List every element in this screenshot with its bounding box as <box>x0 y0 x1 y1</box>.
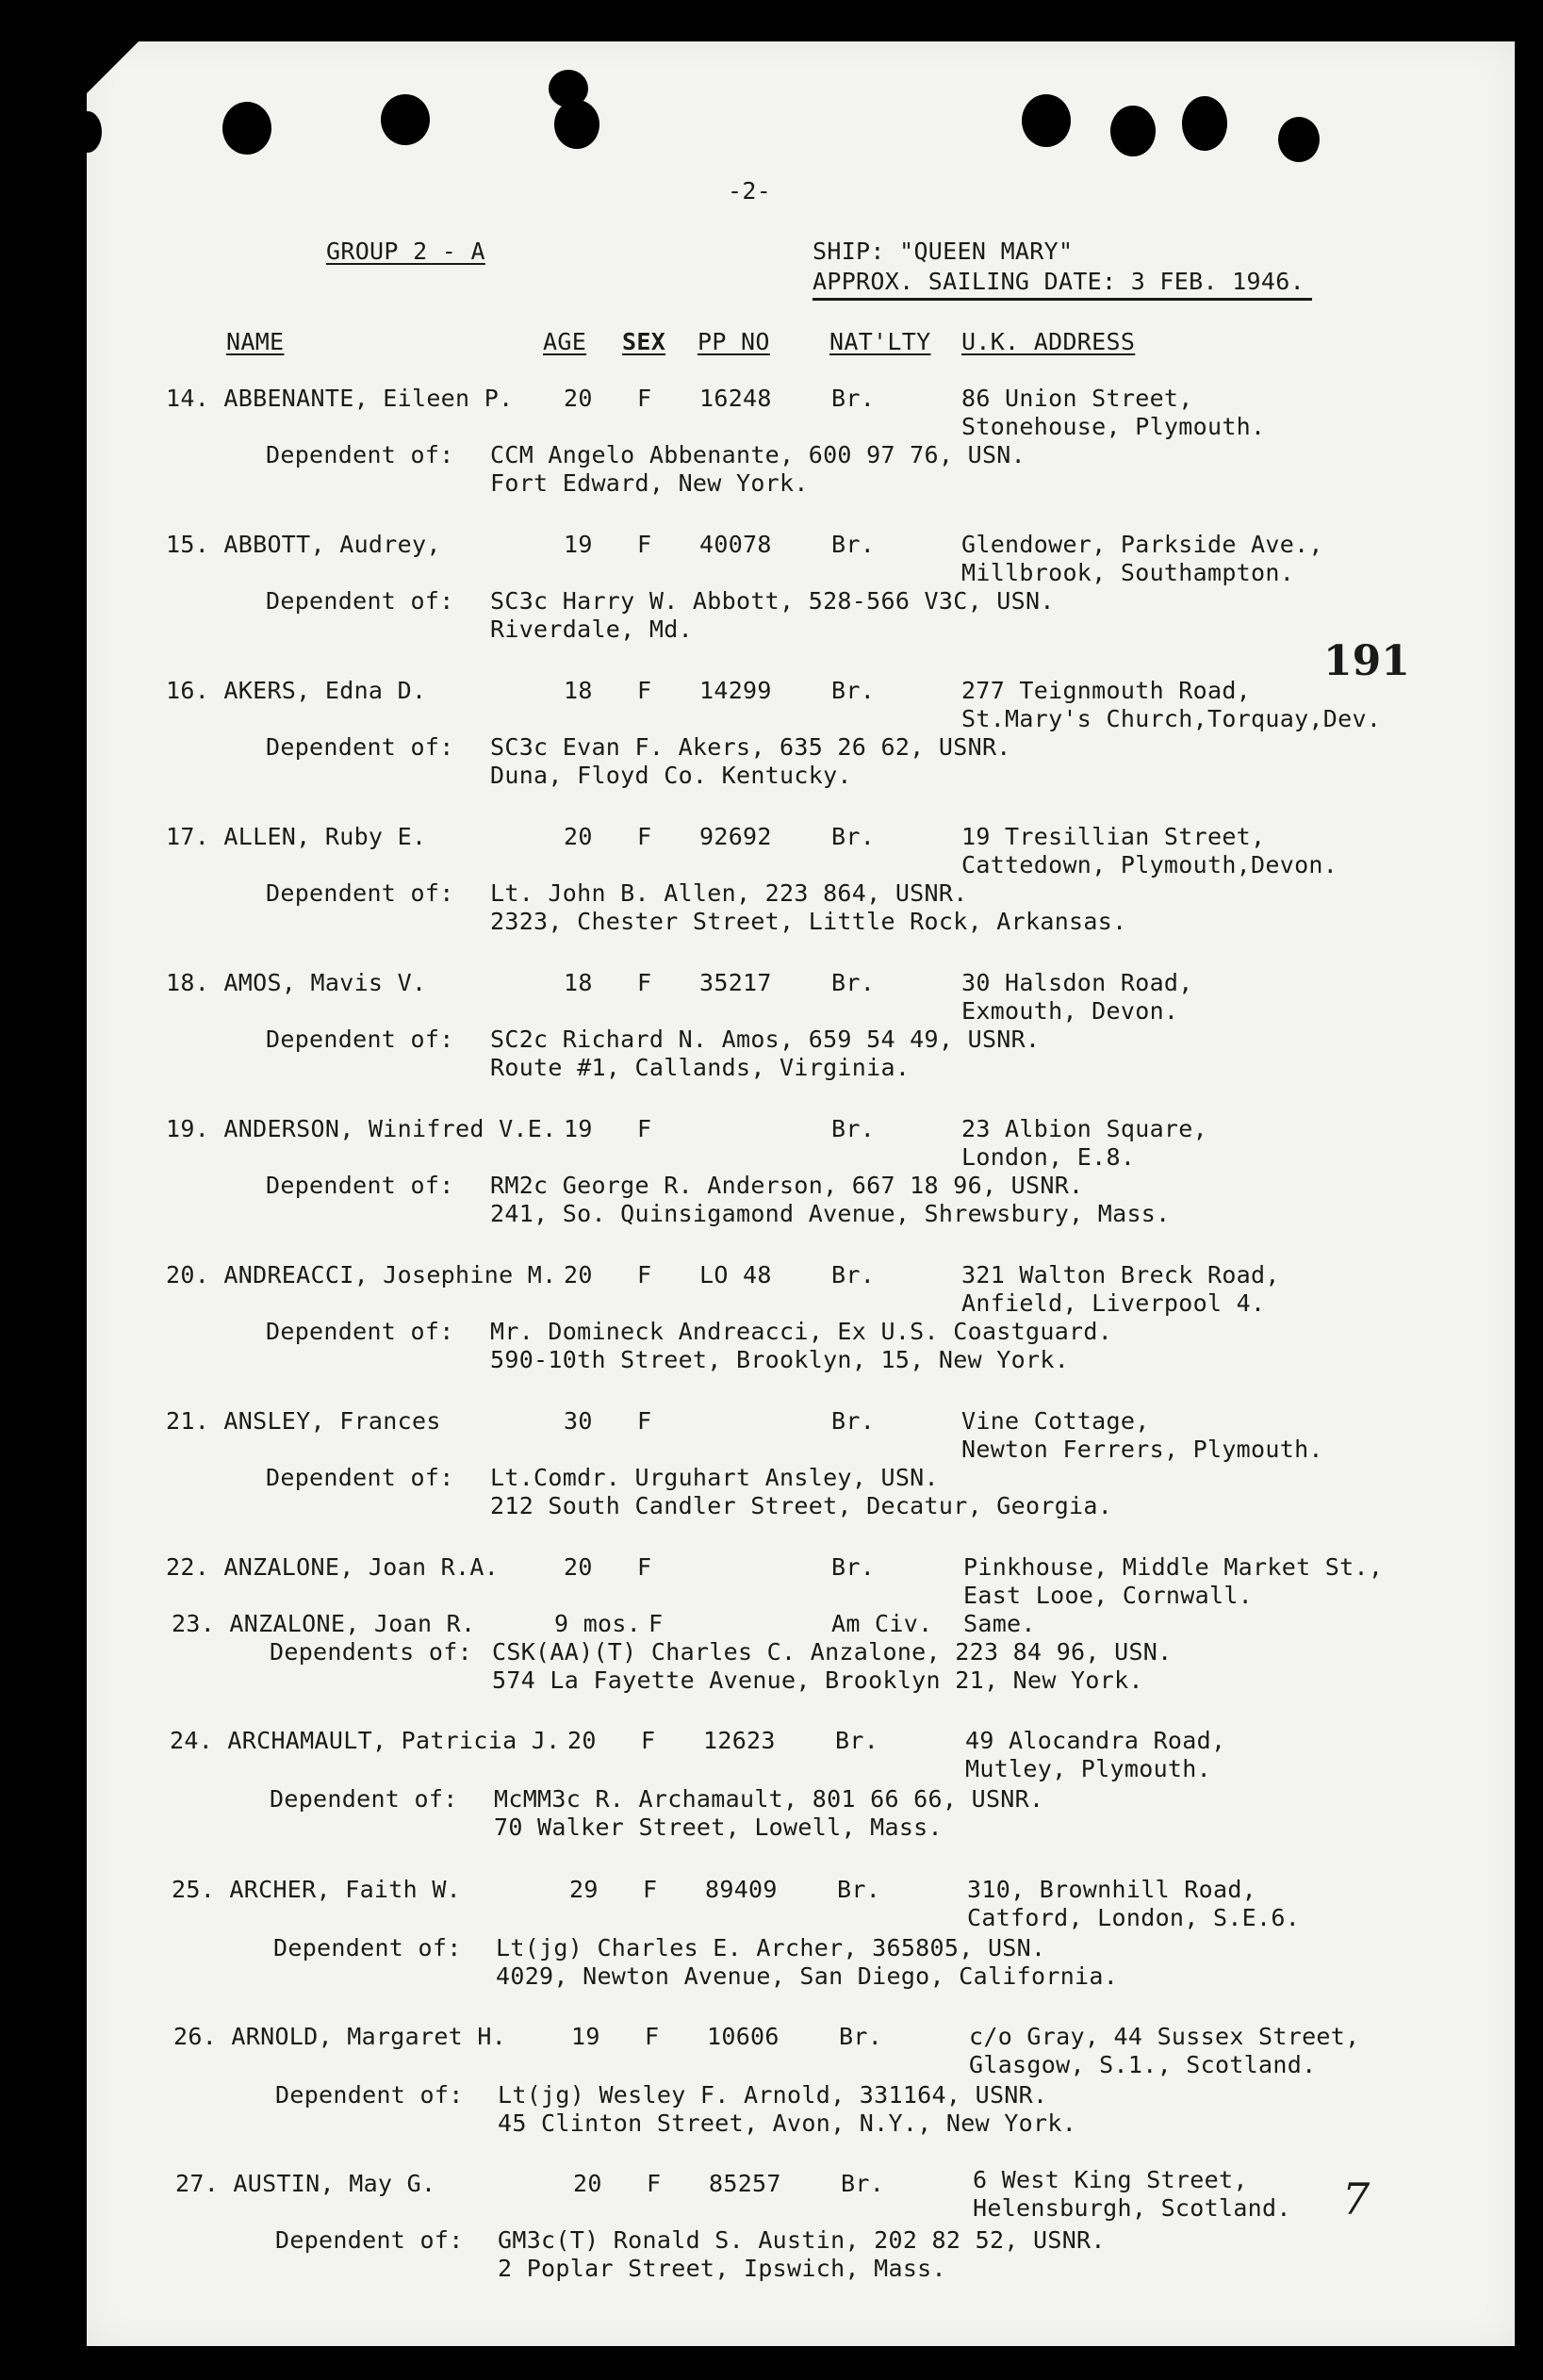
entry-dependent-2: Route #1, Callands, Virginia. <box>490 1054 911 1081</box>
entry-dependent-1: Lt.Comdr. Urguhart Ansley, USN. <box>490 1464 939 1491</box>
entry-dependent-label: Dependents of: <box>270 1638 472 1666</box>
entry-address-2: Catford, London, S.E.6. <box>967 1904 1301 1931</box>
entry-age: 9 mos. <box>554 1610 642 1637</box>
entry-age: 19 <box>564 531 593 558</box>
entry-name: 25. ARCHER, Faith W. <box>172 1876 462 1903</box>
entry-age: 19 <box>564 1115 593 1142</box>
entry-dependent-label: Dependent of: <box>266 1464 454 1491</box>
entry-dependent-1: SC2c Richard N. Amos, 659 54 49, USNR. <box>490 1026 1041 1053</box>
col-header-address: U.K. ADDRESS <box>961 328 1136 355</box>
entry-address-1: 23 Albion Square, <box>961 1115 1207 1142</box>
entry-address-2: Mutley, Plymouth. <box>965 1755 1211 1782</box>
entry-dependent-1: McMM3c R. Archamault, 801 66 66, USNR. <box>494 1785 1044 1813</box>
entry-address-2: Exmouth, Devon. <box>961 997 1179 1025</box>
entry-name: 26. ARNOLD, Margaret H. <box>173 2023 507 2050</box>
col-header-sex: SEX <box>622 328 666 355</box>
entry-sex: F <box>637 823 652 850</box>
col-header-nationality: NAT'LTY <box>829 328 931 355</box>
entry-address-2: Stonehouse, Plymouth. <box>961 413 1266 440</box>
entry-nationality: Br. <box>831 1115 876 1142</box>
entry-address-1: Same. <box>963 1610 1036 1637</box>
entry-nationality: Br. <box>831 969 876 996</box>
entry-sex: F <box>637 1553 652 1581</box>
entry-nationality: Br. <box>831 385 876 412</box>
entry-address-1: 49 Alocandra Road, <box>965 1727 1226 1754</box>
entry-age: 29 <box>569 1876 599 1903</box>
col-header-name: NAME <box>226 328 285 355</box>
entry-dependent-1: Lt. John B. Allen, 223 864, USNR. <box>490 879 968 907</box>
entry-dependent-1: CCM Angelo Abbenante, 600 97 76, USN. <box>490 441 1026 468</box>
entry-nationality: Br. <box>831 1553 876 1581</box>
entry-dependent-label: Dependent of: <box>266 1026 454 1053</box>
entry-dependent-label: Dependent of: <box>266 733 454 761</box>
entry-dependent-2: 70 Walker Street, Lowell, Mass. <box>494 1814 943 1841</box>
entry-address-1: 86 Union Street, <box>961 385 1193 412</box>
entry-dependent-1: Lt(jg) Charles E. Archer, 365805, USN. <box>496 1934 1046 1961</box>
punch-hole <box>222 102 271 155</box>
entry-dependent-2: 212 South Candler Street, Decatur, Georgia. <box>490 1492 1113 1519</box>
entry-sex: F <box>637 677 652 704</box>
entry-dependent-label: Dependent of: <box>266 879 454 907</box>
entry-dependent-2: 2 Poplar Street, Ipswich, Mass. <box>498 2255 946 2282</box>
entry-age: 20 <box>567 1727 597 1754</box>
sailing-date: APPROX. SAILING DATE: 3 FEB. 1946. <box>813 268 1305 295</box>
col-header-pp: PP NO <box>698 328 770 355</box>
entry-age: 18 <box>564 969 593 996</box>
handwritten-mark: 7 <box>1342 2174 1371 2224</box>
entry-name: 14. ABBENANTE, Eileen P. <box>166 385 514 412</box>
entry-dependent-2: Fort Edward, New York. <box>490 469 809 497</box>
entry-nationality: Am Civ. <box>831 1610 933 1637</box>
entry-dependent-1: Lt(jg) Wesley F. Arnold, 331164, USNR. <box>498 2081 1048 2109</box>
entry-nationality: Br. <box>835 1727 879 1754</box>
entry-pp: 92692 <box>699 823 772 850</box>
entry-address-2: East Looe, Cornwall. <box>963 1582 1254 1609</box>
entry-dependent-label: Dependent of: <box>275 2081 464 2109</box>
entry-dependent-label: Dependent of: <box>275 2226 464 2254</box>
col-header-age: AGE <box>543 328 587 355</box>
entry-name: 20. ANDREACCI, Josephine M. <box>166 1261 557 1288</box>
entry-name: 27. AUSTIN, May G. <box>175 2170 436 2197</box>
entry-sex: F <box>647 2170 662 2197</box>
entry-name: 24. ARCHAMAULT, Patricia J. <box>170 1727 561 1754</box>
entry-sex: F <box>637 1261 652 1288</box>
entry-dependent-label: Dependent of: <box>266 1172 454 1199</box>
entry-nationality: Br. <box>831 1407 876 1435</box>
entry-dependent-1: RM2c George R. Anderson, 667 18 96, USNR. <box>490 1172 1084 1199</box>
entry-dependent-2: Riverdale, Md. <box>490 616 693 643</box>
ship-label: SHIP: "QUEEN MARY" <box>813 238 1074 265</box>
entry-dependent-1: CSK(AA)(T) Charles C. Anzalone, 223 84 96, USN. <box>492 1638 1173 1666</box>
entry-address-1: Vine Cottage, <box>961 1407 1150 1435</box>
punch-hole <box>1182 96 1227 151</box>
entry-address-2: Millbrook, Southampton. <box>961 559 1295 586</box>
entry-address-1: c/o Gray, 44 Sussex Street, <box>969 2023 1360 2050</box>
entry-age: 20 <box>573 2170 602 2197</box>
entry-address-1: Pinkhouse, Middle Market St., <box>963 1553 1384 1581</box>
entry-address-2: Glasgow, S.1., Scotland. <box>969 2051 1317 2078</box>
entry-name: 18. AMOS, Mavis V. <box>166 969 427 996</box>
entry-pp: 10606 <box>707 2023 780 2050</box>
entry-dependent-label: Dependent of: <box>266 587 454 615</box>
entry-pp: 14299 <box>699 677 772 704</box>
entry-dependent-1: SC3c Evan F. Akers, 635 26 62, USNR. <box>490 733 1011 761</box>
entry-pp: 35217 <box>699 969 772 996</box>
punch-hole <box>1110 106 1156 156</box>
entry-dependent-1: Mr. Domineck Andreacci, Ex U.S. Coastguard. <box>490 1318 1113 1345</box>
stamped-number: 191 <box>1323 637 1410 685</box>
entry-age: 19 <box>571 2023 600 2050</box>
entry-dependent-label: Dependent of: <box>270 1785 458 1813</box>
entry-nationality: Br. <box>831 823 876 850</box>
entry-address-1: 6 West King Street, <box>973 2166 1248 2193</box>
page-number: -2- <box>728 177 772 205</box>
entry-address-1: 310, Brownhill Road, <box>967 1876 1257 1903</box>
entry-sex: F <box>637 1115 652 1142</box>
entry-sex: F <box>645 2023 660 2050</box>
entry-dependent-2: 590-10th Street, Brooklyn, 15, New York. <box>490 1346 1070 1373</box>
entry-name: 19. ANDERSON, Winifred V.E. <box>166 1115 557 1142</box>
punch-hole <box>554 100 599 149</box>
punch-hole <box>74 111 102 153</box>
entry-address-2: London, E.8. <box>961 1143 1136 1171</box>
entry-sex: F <box>648 1610 664 1637</box>
entry-dependent-2: Duna, Floyd Co. Kentucky. <box>490 762 852 789</box>
entry-dependent-label: Dependent of: <box>266 1318 454 1345</box>
entry-nationality: Br. <box>839 2023 883 2050</box>
entry-pp: 16248 <box>699 385 772 412</box>
entry-sex: F <box>637 1407 652 1435</box>
entry-dependent-2: 241, So. Quinsigamond Avenue, Shrewsbury, Mass. <box>490 1200 1171 1227</box>
entry-address-2: Helensburgh, Scotland. <box>973 2194 1291 2222</box>
entry-age: 20 <box>564 385 593 412</box>
entry-dependent-2: 4029, Newton Avenue, San Diego, California. <box>496 1962 1119 1990</box>
entry-age: 18 <box>564 677 593 704</box>
entry-nationality: Br. <box>831 677 876 704</box>
punch-hole <box>1278 117 1320 162</box>
entry-name: 23. ANZALONE, Joan R. <box>172 1610 476 1637</box>
entry-pp: LO 48 <box>699 1261 772 1288</box>
entry-pp: 12623 <box>703 1727 776 1754</box>
sailing-underline <box>813 298 1312 301</box>
entry-name: 17. ALLEN, Ruby E. <box>166 823 427 850</box>
page-corner-fold <box>87 41 139 93</box>
entry-name: 15. ABBOTT, Audrey, <box>166 531 441 558</box>
entry-age: 30 <box>564 1407 593 1435</box>
entry-name: 16. AKERS, Edna D. <box>166 677 427 704</box>
entry-address-1: 321 Walton Breck Road, <box>961 1261 1280 1288</box>
entry-nationality: Br. <box>841 2170 885 2197</box>
entry-age: 20 <box>564 1553 593 1581</box>
entry-nationality: Br. <box>837 1876 881 1903</box>
punch-hole <box>381 94 430 145</box>
entry-pp: 89409 <box>705 1876 778 1903</box>
entry-age: 20 <box>564 1261 593 1288</box>
entry-age: 20 <box>564 823 593 850</box>
entry-address-1: 277 Teignmouth Road, <box>961 677 1252 704</box>
entry-address-2: St.Mary's Church,Torquay,Dev. <box>961 705 1382 732</box>
entry-sex: F <box>643 1876 658 1903</box>
entry-nationality: Br. <box>831 531 876 558</box>
entry-address-2: Anfield, Liverpool 4. <box>961 1289 1266 1317</box>
group-label: GROUP 2 - A <box>326 238 485 265</box>
entry-dependent-2: 574 La Fayette Avenue, Brooklyn 21, New York. <box>492 1666 1143 1694</box>
entry-dependent-label: Dependent of: <box>266 441 454 468</box>
entry-pp: 85257 <box>709 2170 781 2197</box>
entry-address-2: Newton Ferrers, Plymouth. <box>961 1436 1323 1463</box>
punch-hole <box>1022 94 1071 147</box>
entry-dependent-2: 2323, Chester Street, Little Rock, Arkansas. <box>490 908 1127 935</box>
entry-name: 22. ANZALONE, Joan R.A. <box>166 1553 500 1581</box>
entry-address-1: 30 Halsdon Road, <box>961 969 1193 996</box>
entry-address-1: 19 Tresillian Street, <box>961 823 1266 850</box>
entry-pp: 40078 <box>699 531 772 558</box>
entry-sex: F <box>641 1727 656 1754</box>
entry-dependent-1: GM3c(T) Ronald S. Austin, 202 82 52, USNR. <box>498 2226 1106 2254</box>
entry-dependent-label: Dependent of: <box>273 1934 462 1961</box>
entry-name: 21. ANSLEY, Frances <box>166 1407 441 1435</box>
entry-address-2: Cattedown, Plymouth,Devon. <box>961 851 1338 878</box>
entry-address-1: Glendower, Parkside Ave., <box>961 531 1323 558</box>
entry-dependent-1: SC3c Harry W. Abbott, 528-566 V3C, USN. <box>490 587 1055 615</box>
entry-sex: F <box>637 385 652 412</box>
entry-sex: F <box>637 531 652 558</box>
entry-nationality: Br. <box>831 1261 876 1288</box>
entry-sex: F <box>637 969 652 996</box>
entry-dependent-2: 45 Clinton Street, Avon, N.Y., New York. <box>498 2109 1077 2137</box>
